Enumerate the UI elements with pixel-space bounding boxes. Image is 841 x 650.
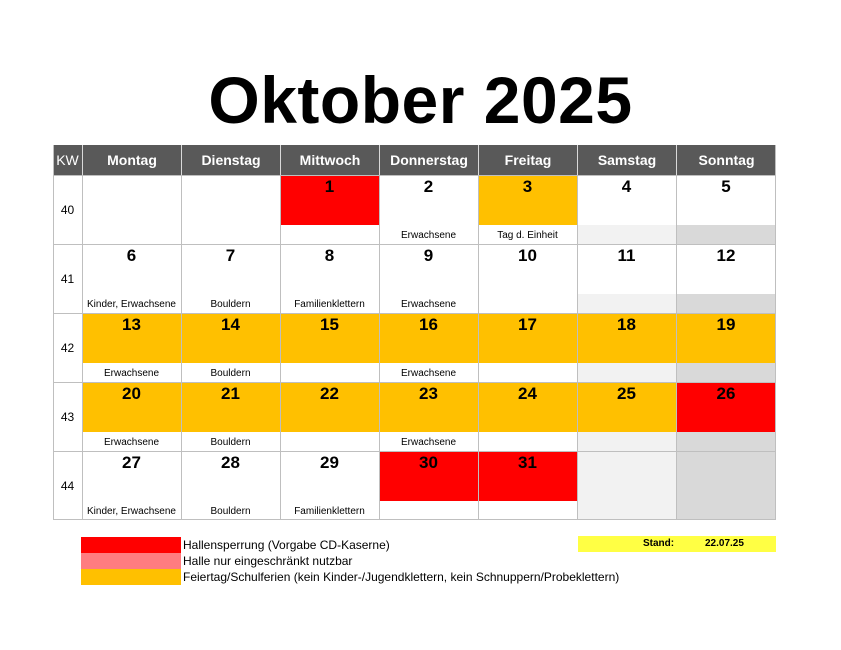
day-note: Kinder, Erwachsene	[87, 299, 176, 310]
day-note: Erwachsene	[400, 368, 457, 379]
grid-line	[53, 175, 776, 176]
day-cell	[82, 244, 181, 313]
day-cell	[280, 244, 379, 313]
day-cell	[676, 244, 776, 313]
grid-line	[53, 519, 776, 520]
week-number: 43	[53, 382, 82, 451]
day-cell	[478, 244, 577, 313]
grid-line	[577, 175, 578, 520]
header-dienstag: Dienstag	[181, 145, 280, 175]
legend-text: Hallensperrung (Vorgabe CD-Kaserne)	[183, 538, 390, 552]
day-cell	[280, 382, 379, 451]
day-cell	[181, 175, 280, 244]
day-status-area	[82, 175, 181, 225]
grid-line	[379, 175, 380, 520]
day-number: 7	[225, 246, 236, 265]
day-cell	[280, 313, 379, 382]
day-number: 9	[423, 246, 434, 265]
day-status-area	[181, 175, 280, 225]
calendar-header-row	[53, 145, 776, 175]
stand-date: 22.07.25	[705, 538, 744, 549]
legend-text: Halle nur eingeschränkt nutzbar	[183, 554, 353, 568]
day-note	[280, 363, 379, 382]
week-number: 40	[53, 175, 82, 244]
day-number: 24	[518, 384, 537, 403]
day-cell	[577, 313, 676, 382]
day-note: Familienklettern	[294, 299, 365, 310]
day-cell	[577, 175, 676, 244]
day-number: 10	[518, 246, 537, 265]
grid-line	[82, 175, 83, 520]
day-note: Erwachsene	[400, 230, 457, 241]
day-cell	[82, 313, 181, 382]
day-note	[577, 363, 676, 382]
day-note: Erwachsene	[103, 437, 160, 448]
header-montag: Montag	[82, 145, 181, 175]
day-number: 27	[122, 453, 141, 472]
day-number: 21	[221, 384, 240, 403]
day-number: 8	[324, 246, 335, 265]
day-cell	[478, 382, 577, 451]
day-note	[577, 225, 676, 244]
stand-badge	[578, 536, 776, 552]
day-number: 19	[716, 315, 736, 334]
day-cell	[280, 175, 379, 244]
grid-line	[676, 175, 677, 520]
day-note	[478, 432, 577, 451]
day-number: 29	[320, 453, 339, 472]
day-note	[478, 294, 577, 313]
day-number: 26	[716, 384, 736, 403]
grid-line	[53, 145, 54, 520]
day-cell	[478, 313, 577, 382]
day-status-area	[577, 451, 676, 501]
day-number: 1	[324, 177, 335, 196]
day-note	[478, 501, 577, 520]
day-number: 20	[122, 384, 141, 403]
day-note	[82, 225, 181, 244]
day-note	[280, 432, 379, 451]
grid-line	[775, 145, 776, 520]
day-cell	[676, 313, 776, 382]
day-cell	[478, 175, 577, 244]
day-number: 23	[419, 384, 438, 403]
day-note	[181, 225, 280, 244]
day-number: 17	[518, 315, 537, 334]
legend-swatch	[81, 537, 181, 553]
week-number: 42	[53, 313, 82, 382]
day-number: 31	[518, 453, 537, 472]
day-cell	[280, 451, 379, 520]
day-cell	[379, 244, 478, 313]
day-note	[577, 294, 676, 313]
day-number: 2	[423, 177, 434, 196]
day-number: 11	[617, 246, 636, 265]
day-note: Bouldern	[210, 437, 251, 448]
day-cell	[82, 451, 181, 520]
day-note: Erwachsene	[400, 299, 457, 310]
day-number: 14	[221, 315, 240, 334]
day-note	[577, 432, 676, 451]
page-title: Oktober 2025	[208, 63, 633, 137]
day-note	[676, 294, 776, 313]
day-cell	[181, 313, 280, 382]
day-number: 28	[221, 453, 240, 472]
day-cell	[82, 382, 181, 451]
day-number: 4	[621, 177, 632, 196]
day-note: Erwachsene	[103, 368, 160, 379]
legend-swatch	[81, 553, 181, 569]
day-cell	[379, 313, 478, 382]
grid-line	[53, 451, 776, 452]
day-note	[676, 432, 776, 451]
header-sonntag: Sonntag	[676, 145, 776, 175]
day-number: 15	[320, 315, 339, 334]
grid-line	[53, 313, 776, 314]
day-cell	[181, 382, 280, 451]
grid-line	[478, 175, 479, 520]
day-number: 6	[126, 246, 137, 265]
day-note	[676, 225, 776, 244]
day-number: 18	[617, 315, 636, 334]
legend-text: Feiertag/Schulferien (kein Kinder-/Jugendklettern, kein Schnuppern/Probeklettern)	[183, 570, 620, 584]
grid-line	[280, 175, 281, 520]
day-cell	[181, 244, 280, 313]
day-note	[676, 501, 776, 520]
day-number: 3	[522, 177, 533, 196]
day-cell	[379, 382, 478, 451]
day-note: Bouldern	[210, 299, 251, 310]
day-cell	[676, 451, 776, 520]
week-number: 44	[53, 451, 82, 520]
header-samstag: Samstag	[577, 145, 676, 175]
grid-line	[53, 244, 776, 245]
day-cell	[181, 451, 280, 520]
day-number: 16	[419, 315, 438, 334]
header-mittwoch: Mittwoch	[280, 145, 379, 175]
day-number: 13	[122, 315, 141, 334]
day-status-area	[676, 451, 776, 501]
calendar-table	[53, 145, 776, 519]
day-cell	[379, 451, 478, 520]
grid-line	[181, 175, 182, 520]
day-note	[577, 501, 676, 520]
day-cell	[478, 451, 577, 520]
day-cell	[577, 451, 676, 520]
day-note: Erwachsene	[400, 437, 457, 448]
day-note	[676, 363, 776, 382]
day-number: 5	[721, 177, 731, 196]
legend-swatch	[81, 569, 181, 585]
day-note: Kinder, Erwachsene	[87, 506, 176, 517]
day-cell	[82, 175, 181, 244]
header-donnerstag: Donnerstag	[379, 145, 478, 175]
day-number: 22	[320, 384, 339, 403]
day-note: Tag d. Einheit	[497, 230, 558, 241]
day-number: 25	[617, 384, 636, 403]
day-number: 30	[419, 453, 438, 472]
day-note	[280, 225, 379, 244]
day-note: Familienklettern	[294, 506, 365, 517]
header-freitag: Freitag	[478, 145, 577, 175]
day-cell	[676, 382, 776, 451]
day-cell	[379, 175, 478, 244]
day-cell	[577, 382, 676, 451]
day-note: Bouldern	[210, 506, 251, 517]
day-number: 12	[716, 246, 736, 265]
stand-label: Stand:	[643, 538, 675, 549]
grid-line	[53, 382, 776, 383]
day-note: Bouldern	[210, 368, 251, 379]
header-kw: KW	[56, 152, 79, 168]
day-note	[379, 501, 478, 520]
week-number: 41	[53, 244, 82, 313]
day-cell	[676, 175, 776, 244]
day-note	[478, 363, 577, 382]
day-cell	[577, 244, 676, 313]
